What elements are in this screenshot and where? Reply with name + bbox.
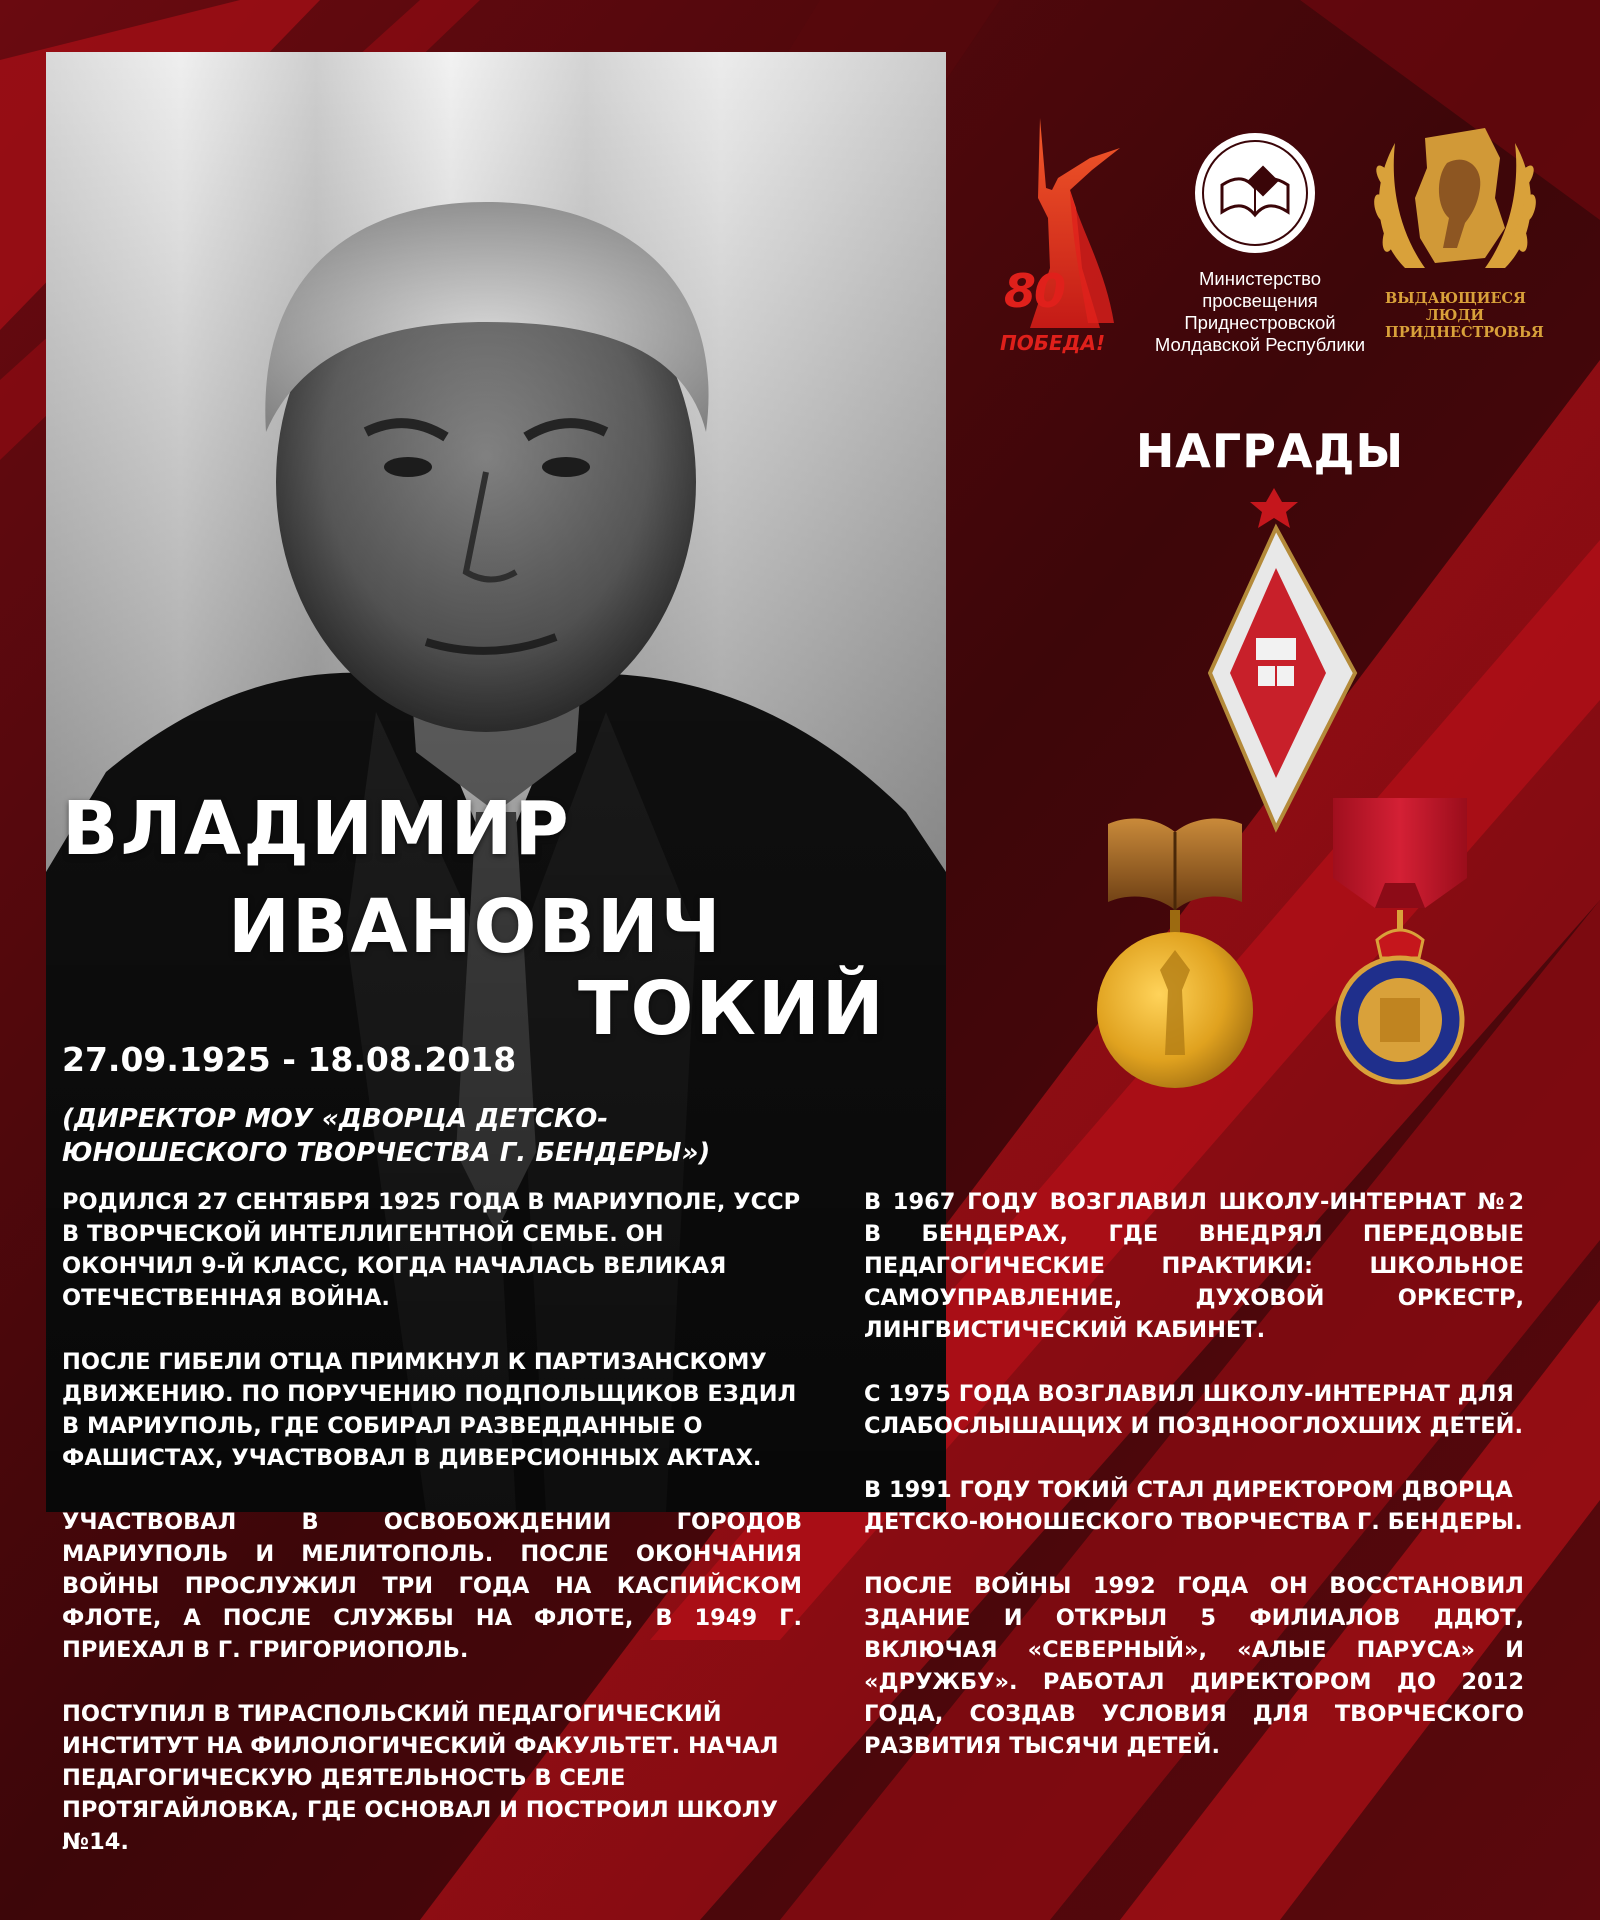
last-name: ТОКИЙ	[578, 966, 886, 1052]
bio-paragraph: С 1975 ГОДА ВОЗГЛАВИЛ ШКОЛУ-ИНТЕРНАТ ДЛЯ СЛАБОСЛЫШАЩИХ И ПОЗДНООГЛОХШИХ ДЕТЕЙ.	[864, 1381, 1523, 1439]
pobeda-word: ПОБЕДА!	[1000, 331, 1106, 355]
biography-right-column	[864, 1186, 1524, 1794]
life-dates: 27.09.1925 - 18.08.2018	[62, 1040, 517, 1079]
university-badge-award	[1208, 488, 1358, 833]
bio-paragraph: ПОСЛЕ ВОЙНЫ 1992 ГОДА ОН ВОССТАНОВИЛ ЗДАНИЕ И ОТКРЫЛ 5 ФИЛИАЛОВ ДДЮТ, ВКЛЮЧАЯ «СЕВЕРНЫЙ», «АЛЫЕ ПАРУСА» И «ДРУЖБУ». РАБОТАЛ ДИРЕКТОРОМ ДО 2012 ГОДА, СОЗДАВ УСЛОВИЯ ДЛЯ ТВОРЧЕСКОГО РАЗВИТИЯ ТЫСЯЧИ ДЕТЕЙ.	[864, 1573, 1524, 1759]
awards-heading: НАГРАДЫ	[1135, 424, 1405, 478]
pobeda-number: 80	[1004, 264, 1065, 318]
bio-paragraph: УЧАСТВОВАЛ В ОСВОБОЖДЕНИИ ГОРОДОВ МАРИУПОЛЬ И МЕЛИТОПОЛЬ. ПОСЛЕ ОКОНЧАНИЯ ВОЙНЫ ПРОСЛУЖИЛ ТРИ ГОДА НА КАСПИЙСКОМ ФЛОТЕ, А ПОСЛЕ СЛУЖБЫ НА ФЛОТЕ, В 1949 Г. ПРИЕХАЛ В Г. ГРИГОРИОПОЛЬ.	[62, 1509, 802, 1663]
order-medal-ribbon	[1325, 798, 1475, 1098]
bio-paragraph: ПОСЛЕ ГИБЕЛИ ОТЦА ПРИМКНУЛ К ПАРТИЗАНСКОМУ ДВИЖЕНИЮ. ПО ПОРУЧЕНИЮ ПОДПОЛЬЩИКОВ ЕЗДИЛ В МАРИУПОЛЬ, ГДЕ СОБИРАЛ РАЗВЕДДАННЫЕ О ФАШИСТАХ, УЧАСТВОВАЛ В ДИВЕРСИОННЫХ АКТАХ.	[62, 1349, 797, 1471]
bio-paragraph: ПОСТУПИЛ В ТИРАСПОЛЬСКИЙ ПЕДАГОГИЧЕСКИЙ ИНСТИТУТ НА ФИЛОЛОГИЧЕСКИЙ ФАКУЛЬТЕТ. НАЧАЛ ПЕДАГОГИЧЕСКУЮ ДЕЯТЕЛЬНОСТЬ В СЕЛЕ ПРОТЯГАЙЛОВКА, ГДЕ ОСНОВАЛ И ПОСТРОИЛ ШКОЛУ №14.	[62, 1701, 779, 1855]
bio-paragraph: В 1991 ГОДУ ТОКИЙ СТАЛ ДИРЕКТОРОМ ДВОРЦА ДЕТСКО-ЮНОШЕСКОГО ТВОРЧЕСТВА Г. БЕНДЕРЫ.	[864, 1477, 1523, 1535]
ministry-emblem	[1192, 130, 1318, 256]
first-name: ВЛАДИМИР	[62, 786, 571, 872]
position-title: (ДИРЕКТОР МОУ «ДВОРЦА ДЕТСКО-ЮНОШЕСКОГО ТВОРЧЕСТВА Г. БЕНДЕРЫ»)	[62, 1104, 711, 1168]
bio-paragraph: РОДИЛСЯ 27 СЕНТЯБРЯ 1925 ГОДА В МАРИУПОЛЕ, УССР В ТВОРЧЕСКОЙ ИНТЕЛЛИГЕНТНОЙ СЕМЬЕ. ОН ОКОНЧИЛ 9-Й КЛАСС, КОГДА НАЧАЛАСЬ ВЕЛИКАЯ ОТЕЧЕСТВЕННАЯ ВОЙНА.	[62, 1189, 801, 1311]
bio-paragraph: В 1967 ГОДУ ВОЗГЛАВИЛ ШКОЛУ-ИНТЕРНАТ №2 В БЕНДЕРАХ, ГДЕ ВНЕДРЯЛ ПЕРЕДОВЫЕ ПЕДАГОГИЧЕСКИЕ ПРАКТИКИ: ШКОЛЬНОЕ САМОУПРАВЛЕНИЕ, ДУХОВОЙ ОРКЕСТР, ЛИНГВИСТИЧЕСКИЙ КАБИНЕТ.	[864, 1189, 1524, 1343]
outstanding-people-logo	[1365, 118, 1545, 288]
ministry-name: Министерство просвещения Приднестровской Молдавской Республики	[1154, 268, 1366, 355]
outstanding-people-text: ВЫДАЮЩИЕСЯ ЛЮДИ ПРИДНЕСТРОВЬЯ	[1385, 290, 1544, 341]
excellence-in-education-medal	[1090, 810, 1260, 1090]
patronymic: ИВАНОВИЧ	[228, 884, 723, 970]
biography-left-column	[62, 1186, 802, 1890]
